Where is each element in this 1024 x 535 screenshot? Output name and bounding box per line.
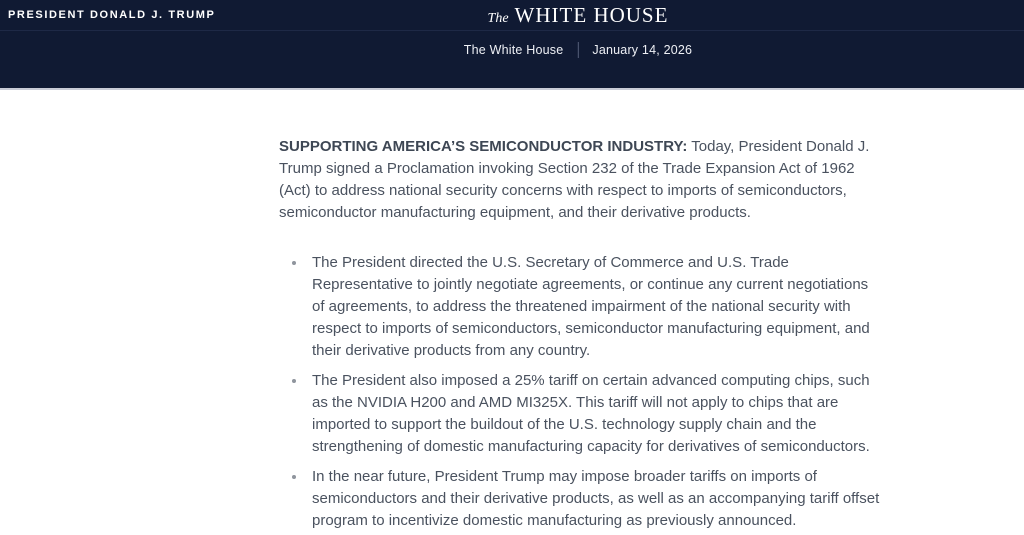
bullet-list [279,252,880,532]
breadcrumb-site-link[interactable]: The White House [463,43,564,57]
president-name-link[interactable]: PRESIDENT DONALD J. TRUMP [8,9,216,21]
breadcrumb-date: January 14, 2026 [592,43,693,57]
lead-paragraph [279,136,880,224]
logo-the-text: The [487,11,509,26]
list-item [279,252,880,362]
lead-text: Today, President Donald J. Trump signed a Proclamation invoking Section 232 of the Trade Expansion Act of 1962 (Act) to address national security concerns with respect to imports of semiconductors, semiconductor manufacturing equipment, and their derivative products. [279,138,870,221]
breadcrumb-divider [577,42,578,58]
bullet-dot-icon [292,379,296,383]
list-item [279,466,880,532]
header-topbar [0,0,1024,31]
white-house-logo[interactable] [488,3,669,28]
list-item-text: The President directed the U.S. Secretary of Commerce and U.S. Trade Representative to jointly negotiate agreements, or continue any current negotiations of agreements, to address the threatened impairment of the national security with respect to imports of semiconductors, semiconductor manufacturing equipment, and their derivative products from any country. [312,254,870,359]
bullet-dot-icon [292,261,296,265]
bullet-dot-icon [292,475,296,479]
article-content [279,136,880,532]
list-item [279,370,880,458]
list-item-text: In the near future, President Trump may impose broader tariffs on imports of semiconductors and their derivative products, as well as an accompanying tariff offset program to incentivize domestic manufacturing as previously announced. [312,468,880,529]
breadcrumb [464,42,692,58]
site-header [0,0,1024,90]
logo-main-text: WHITE HOUSE [514,3,669,27]
list-item-text: The President also imposed a 25% tariff on certain advanced computing chips, such as the NVIDIA H200 and AMD MI325X. This tariff will not apply to chips that are imported to support the buildout of the U.S. technology supply chain and the strengthening of domestic manufacturing capacity for derivatives of semiconductors. [312,372,870,455]
lead-heading: SUPPORTING AMERICA’S SEMICONDUCTOR INDUSTRY: [279,138,688,155]
